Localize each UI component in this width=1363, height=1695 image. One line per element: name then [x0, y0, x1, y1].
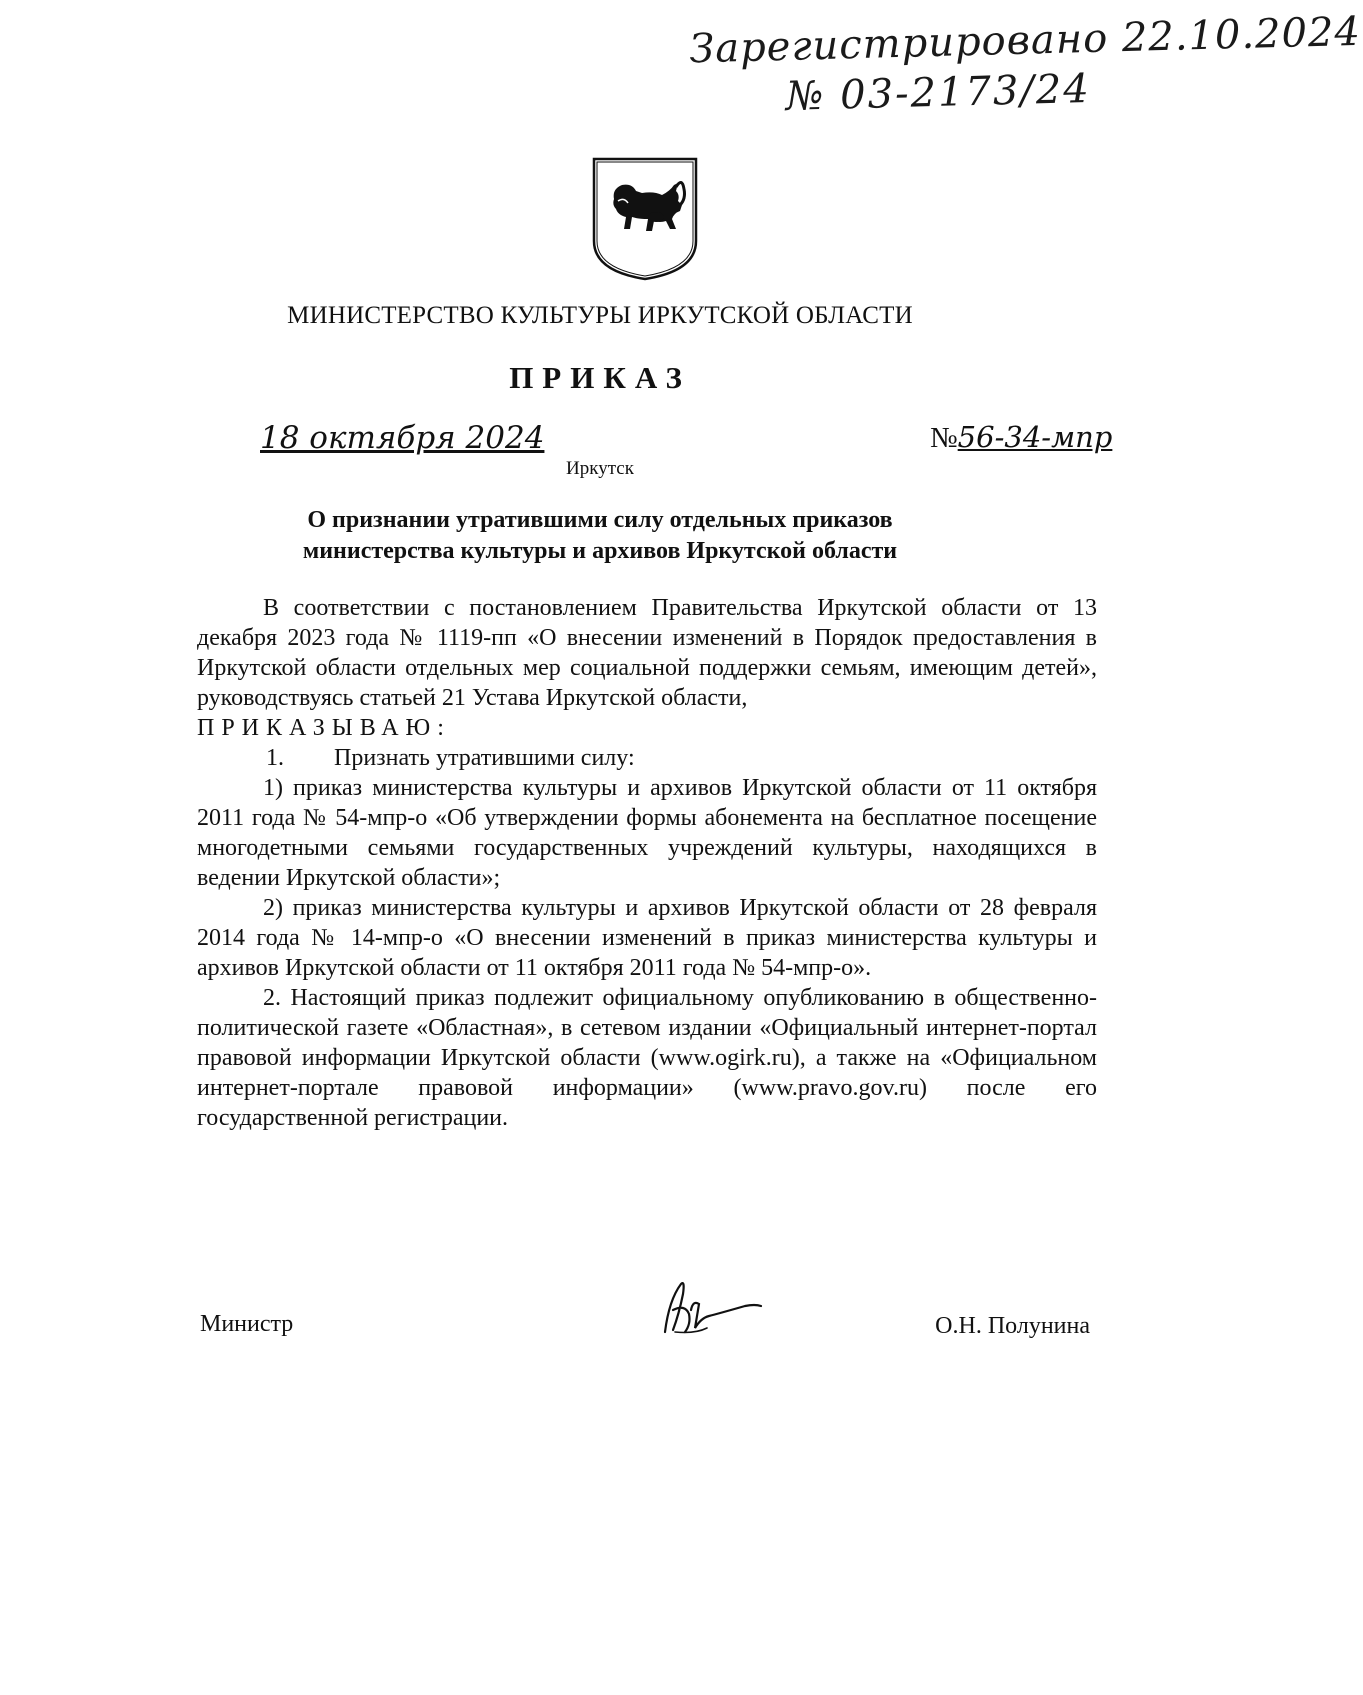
document-type: ПРИКАЗ [509, 360, 691, 395]
registration-stamp [688, 8, 1362, 133]
document-title [150, 505, 1050, 567]
preamble-paragraph: В соответствии с постановлением Правительства Иркутской области от 13 декабря 2023 года № 1119-пп «О внесении изменений в Порядок предоставления в Иркутской области отдельных мер социальной поддержки семьям, имеющим детей», руководствуясь статьей 21 Устава Иркутской области, [197, 595, 1097, 711]
order-number [930, 420, 1112, 455]
registration-line-1: Зарегистрировано 22.10.2024 [688, 8, 1362, 73]
sub-item-2: 2) приказ министерства культуры и архивов Иркутской области от 28 февраля 2014 года № 14-мпр-о «О внесении изменений в приказ министерства культуры и архивов Иркутской области от 11 октября 2011 года № 54-мпр-о». [197, 895, 1097, 981]
item-1-text: Признать утратившими силу: [334, 745, 635, 771]
item-1-number: 1. [266, 745, 284, 771]
sub-item-1: 1) приказ министерства культуры и архивов Иркутской области от 11 октября 2011 года № 54-мпр-о «Об утверждении формы абонемента на бесплатное посещение многодетными семьями государственных учреждений культуры, находящихся в ведении Иркутской области»; [197, 775, 1097, 891]
order-number-value: 56-34-мпр [957, 420, 1113, 454]
city: Иркутск [566, 458, 634, 479]
signatory-name: О.Н. Полунина [935, 1313, 1090, 1339]
registration-line-2: № 03-2173/24 [785, 65, 1092, 120]
order-number-prefix: № [930, 422, 958, 454]
document-body [197, 593, 1097, 1133]
item-2: 2. Настоящий приказ подлежит официальному опубликованию в общественно-политической газете «Областная», в сетевом издании «Официальный интернет-портал правовой информации Иркутской области (www.ogirk.ru), а также на «Официальном интернет-портале правовой информации» (www.pravo.gov.ru) после его государственной регистрации. [197, 985, 1097, 1131]
decree-word: ПРИКАЗЫВАЮ: [197, 715, 451, 741]
document-title-line-2: министерства культуры и архивов Иркутской области [302, 538, 898, 564]
order-date: 18 октября 2024 [260, 420, 545, 456]
signature-block [200, 1303, 1090, 1363]
document-title-line-1: О признании утратившими силу отдельных приказов [307, 507, 893, 533]
item-1 [197, 743, 1097, 773]
signatory-position: Министр [200, 1311, 294, 1337]
ministry-name: МИНИСТЕРСТВО КУЛЬТУРЫ ИРКУТСКОЙ ОБЛАСТИ [287, 302, 913, 329]
coat-of-arms-icon [590, 155, 700, 283]
